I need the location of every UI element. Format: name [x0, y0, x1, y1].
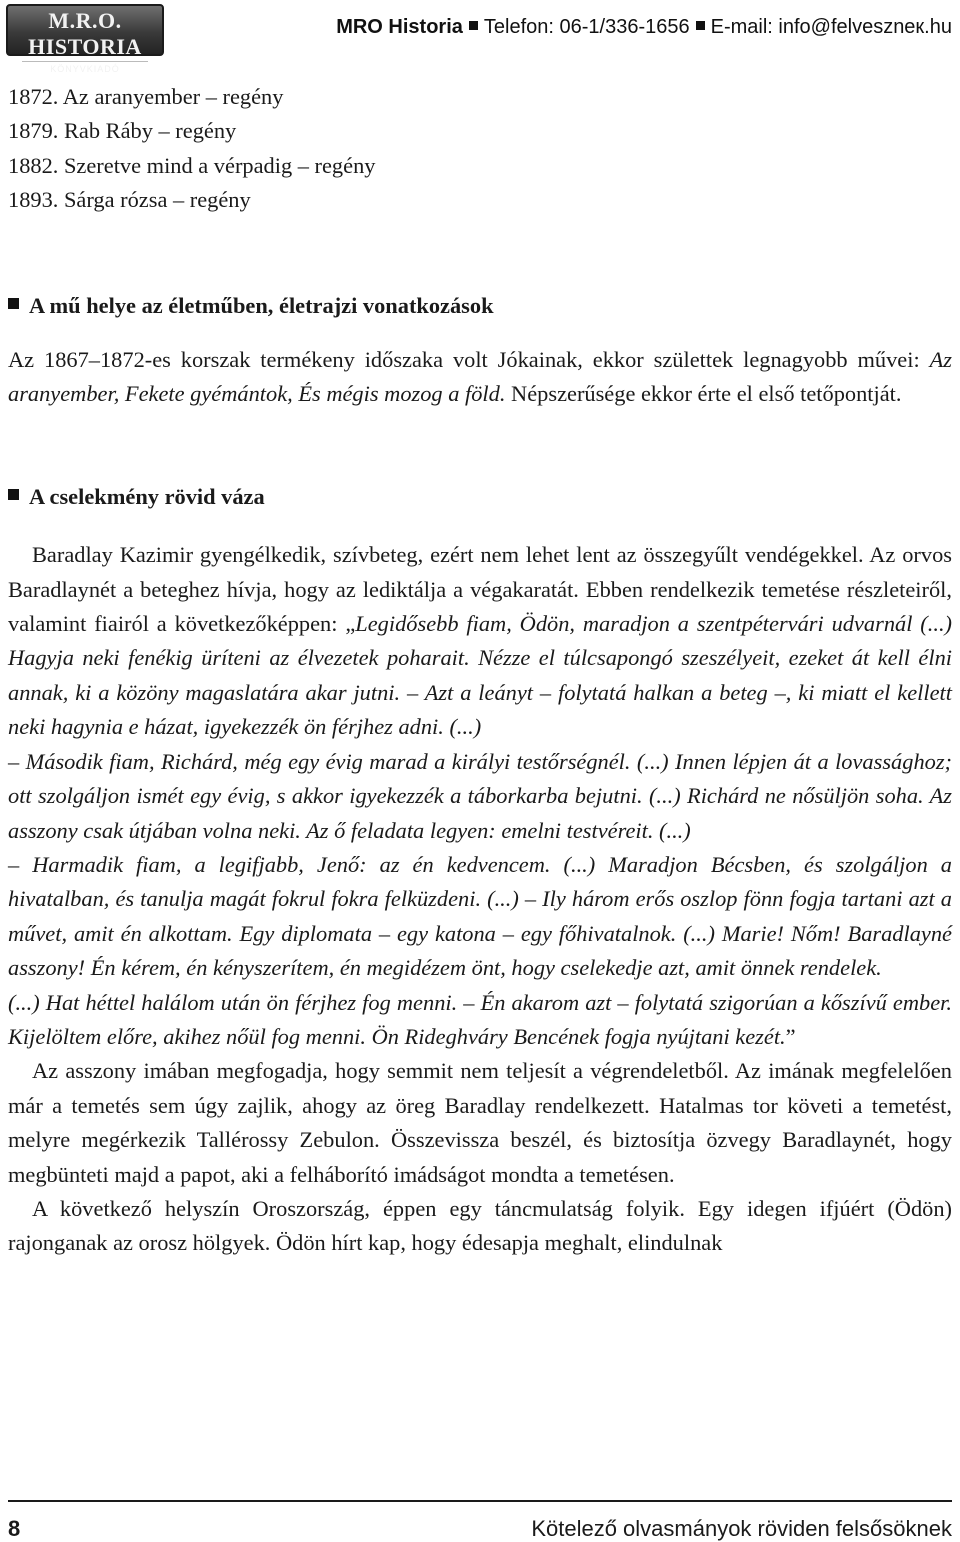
square-bullet-icon [8, 298, 19, 309]
square-bullet-icon [469, 21, 478, 30]
context-paragraph: Az 1867–1872-es korszak termékeny időszaka volt Jókainak, ekkor születtek legnagyobb művei: Az aranyember, Fekete gyémántok, És mégis mozog a föld. Népszerűsége ekkor érte el első tetőpontját. [8, 347, 952, 407]
footer-book-title: Kötelező olvasmányok röviden felsősöknek [531, 1516, 952, 1541]
square-bullet-icon [8, 489, 19, 500]
page-header [0, 0, 960, 74]
plot-paragraph: Az asszony imában megfogadja, hogy semmit nem teljesít a végrendeletből. Az imának megfelelően már a temetés sem úgy zajlik, ahogy az öreg Baradlay rendelkezett. Hatalmas tor követi a temetést, melyre megérkezik Tallérossy Zebulon. Összevissza beszél, és biztosítja özvegy Baradlaynét, hogy megbünteti majd a papot, aki a felháborító imádságot mondta a temetésen. [8, 1058, 952, 1187]
work-item: 1882. Szeretve mind a vérpadig – regény [8, 152, 376, 178]
header-contact [336, 16, 952, 39]
plot-paragraph: A következő helyszín Oroszország, éppen egy táncmulatság folyik. Egy idegen ifjúért (Ödön) rajonganak az orosz hölgyek. Ödön hírt kap, hogy édesapja meghalt, elindulnak [8, 1195, 952, 1256]
publisher-logo [6, 4, 164, 74]
plot-quote-paragraph: (...) Hat héttel halálom után ön férjhez fog menni. – Én akarom azt – folytatá szigorúan a kőszívű ember. Kijelöltem előre, akihez nőül fog menni. Ön Rideghváry Bencének fogja nyújtani kezét.” [8, 989, 952, 1049]
logo-sub-text: KÖNYVKIADÓ [22, 61, 148, 76]
section-heading-context: A mű helye az életműben, életrajzi vonatkozások [8, 289, 952, 323]
square-bullet-icon [696, 21, 705, 30]
section-heading-plot: A cselekmény rövid váza [8, 480, 952, 514]
header-brand: MRO Historia [336, 16, 463, 38]
header-email: E-mail: info@felveszneк.hu [710, 16, 952, 38]
page-number: 8 [8, 1516, 21, 1541]
work-item: 1872. Az aranyember – regény [8, 84, 284, 109]
plot-quote-paragraph: – Harmadik fiam, a legifjabb, Jenő: az én kedvencem. (...) Maradjon Bécsben, és szolgáljon a hivatalban, és tanulja magát fokrul fokra felküzdeni. (...) – Ily három erős oszlop fönn fogja tartani azt a művet, amit én alkottam. Egy diplomata – egy katona – egy főhivatalnok. (...) Marie! Nőm! Baradlayné asszony! Én kérem, én kényszerítem, én megidézem önt, hogy cselekedje azt, amit önnek rendelek. [8, 851, 952, 981]
page-content [8, 80, 952, 1261]
page-footer [8, 1500, 952, 1541]
work-item: 1893. Sárga rózsa – regény [8, 187, 251, 213]
plot-paragraph: Baradlay Kazimir gyengélkedik, szívbeteg, ezért nem lehet lent az összegyűlt vendégekkel. Az orvos Baradlaynét a beteghez hívja, hogy az lediktálja a végakaratát. Ebben rendelkezik temetése részleteiről, valamint fiairól a következőképpen: „Legidősebb fiam, Ödön, maradjon a szentpétervári udvarnál (...) Hagyja neki fenékig üríteni az élvezetek poharait. Nézze el túlcsapongó szeszélyeit, ezeket át kell élni annak, ki a közöny magaslatára akar jutni. – Azt a leányt – folytatá halkan a beteg –, ki miatt el kellett neki hagynia e házat, igyekezzék ön férjhez adni. (...) [8, 542, 952, 740]
plot-quote-paragraph: – Második fiam, Richárd, még egy évig marad a királyi testőrségnél. (...) Innen lépjen át a lovassághoz; ott szolgáljon ismét egy évig, s akkor igyekezzék a táborkarba bejutni. (...) Richárd ne nősüljön soha. Az asszony csak útjában volna neki. Az ő feladata legyen: emelni testvéreit. (...) [8, 748, 952, 843]
works-list [8, 80, 952, 218]
work-item: 1879. Rab Ráby – regény [8, 118, 237, 144]
logo-main-text: M.R.O. HISTORIA [28, 8, 142, 59]
header-phone: Telefon: 06-1/336-1656 [483, 16, 690, 38]
